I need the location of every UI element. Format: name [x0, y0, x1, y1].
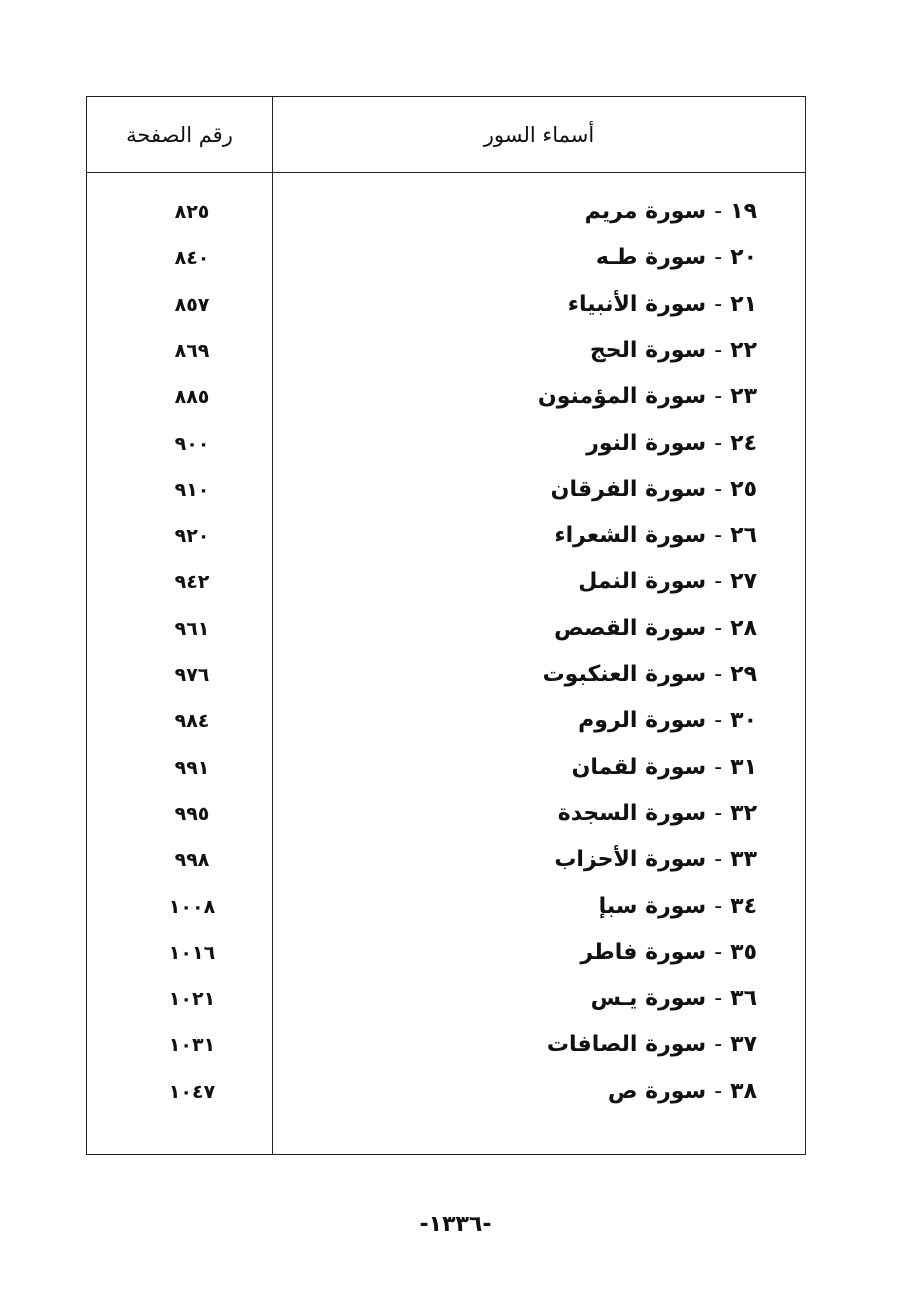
surah-entry [580, 933, 757, 973]
surah-name: سورة الصافات [546, 1032, 707, 1058]
surah-number: ٣٥ [730, 939, 757, 965]
page-number-cell: ١٠٢١ [168, 988, 216, 1011]
surah-entry [543, 655, 757, 695]
separator-dash: - [714, 523, 723, 549]
separator-dash: - [714, 430, 723, 456]
separator-dash: - [714, 800, 723, 826]
surah-entry [551, 470, 757, 510]
surah-entry [554, 840, 757, 880]
separator-dash: - [714, 986, 723, 1012]
surah-name: سورة الأنبياء [567, 291, 707, 317]
surah-entry [599, 887, 757, 927]
surah-number: ١٩ [730, 199, 757, 224]
surah-entry [596, 238, 757, 278]
table-row [87, 794, 805, 834]
surah-entry [572, 748, 757, 788]
surah-name: سورة مريم [584, 199, 707, 224]
surah-name: سورة الروم [578, 708, 707, 734]
surah-number: ٢١ [730, 291, 757, 317]
separator-dash: - [714, 199, 723, 224]
surah-name: سورة الفرقان [550, 476, 707, 502]
surah-number: ٣٨ [730, 1078, 757, 1104]
separator-dash: - [714, 1032, 723, 1058]
table-row [87, 701, 805, 741]
page-number-cell: ٨٦٩ [174, 339, 210, 362]
surah-number: ٢٠ [730, 245, 757, 271]
page-number-cell: ٨٨٥ [174, 386, 210, 409]
surah-number: ٣٢ [730, 800, 757, 826]
table-row [87, 424, 805, 464]
separator-dash: - [714, 939, 723, 965]
table-row [87, 609, 805, 649]
table-row [87, 748, 805, 788]
surah-name: سورة النمل [578, 569, 707, 595]
surah-name: سورة السجدة [557, 800, 707, 826]
page-number-cell: ٩٦١ [174, 617, 210, 640]
page-number-cell: ٩٩٥ [174, 802, 210, 825]
surah-number: ٣٣ [730, 847, 757, 873]
page-number-cell: ٩٧٦ [174, 664, 210, 686]
surah-entry [554, 609, 757, 649]
surah-entry [578, 562, 757, 602]
surah-name: سورة طـه [595, 245, 707, 271]
surah-entry [586, 424, 757, 464]
surah-name: سورة الأحزاب [554, 847, 707, 873]
table-row [87, 470, 805, 510]
page-number-cell: ٨٥٧ [174, 293, 210, 316]
separator-dash: - [714, 754, 723, 780]
surah-name: سورة المؤمنون [537, 384, 707, 410]
surah-name: سورة سبإ [598, 893, 707, 919]
separator-dash: - [714, 1078, 723, 1104]
surah-name: سورة الشعراء [554, 523, 707, 549]
page-number-cell: ١٠٤٧ [168, 1080, 216, 1103]
surah-entry [578, 701, 757, 741]
surah-name: سورة فاطر [580, 939, 707, 965]
page-number-cell: ١٠١٦ [168, 941, 216, 964]
table-row [87, 933, 805, 973]
surah-number: ٢٣ [730, 384, 757, 410]
surah-number: ٢٨ [730, 615, 757, 641]
surah-entry [558, 794, 757, 834]
table-row [87, 655, 805, 695]
surah-number: ٣٠ [730, 708, 757, 734]
table-row [87, 1025, 805, 1065]
separator-dash: - [714, 291, 723, 317]
surah-entry [585, 192, 757, 232]
separator-dash: - [714, 384, 723, 410]
page-number-cell: ٨٤٠ [174, 247, 210, 270]
surah-number: ٣٧ [730, 1032, 757, 1058]
surah-number: ٢٥ [730, 476, 757, 502]
separator-dash: - [714, 337, 723, 363]
table-row [87, 516, 805, 556]
separator-dash: - [714, 569, 723, 595]
surah-number: ٢٩ [730, 662, 757, 687]
table-row [87, 238, 805, 278]
surah-number: ٢٧ [730, 569, 757, 595]
page-number-cell: ١٠٣١ [168, 1034, 216, 1057]
separator-dash: - [714, 893, 723, 919]
surah-entry [590, 331, 757, 371]
surah-name: سورة القصص [554, 615, 707, 641]
separator-dash: - [714, 476, 723, 502]
surah-name: سورة النور [586, 430, 707, 456]
surah-number: ٢٢ [730, 337, 757, 363]
surah-name: سورة لقمان [571, 754, 707, 780]
page-number-cell: ١٠٠٨ [168, 895, 216, 918]
table-row [87, 562, 805, 602]
page-number-cell: ٩٩٨ [174, 849, 210, 872]
surah-name: سورة العنكبوت [542, 662, 707, 687]
surah-name: سورة الحج [589, 337, 707, 363]
separator-dash: - [714, 708, 723, 734]
page-number-cell: ٩٠٠ [174, 432, 210, 455]
page-number-cell: ٩٤٢ [174, 571, 210, 594]
page-number: -١٣٣٦- [419, 1212, 492, 1237]
header-divider [87, 172, 805, 173]
table-row [87, 979, 805, 1019]
surah-entry [554, 516, 757, 556]
surah-entry [608, 1072, 757, 1112]
separator-dash: - [714, 615, 723, 641]
header-surah-names: أسماء السور [483, 123, 595, 147]
table-row [87, 285, 805, 325]
table-row [87, 331, 805, 371]
surah-entry [547, 1025, 757, 1065]
table-row [87, 192, 805, 232]
surah-number: ٢٤ [730, 430, 757, 456]
index-table [86, 96, 806, 1155]
surah-name: سورة يـس [590, 986, 707, 1012]
separator-dash: - [714, 847, 723, 873]
surah-entry [568, 285, 757, 325]
surah-entry [591, 979, 757, 1019]
surah-number: ٣٦ [730, 986, 757, 1012]
page-number-cell: ٩٢٠ [174, 525, 210, 548]
surah-number: ٢٦ [730, 523, 757, 549]
page-number-cell: ٩٩١ [174, 756, 210, 779]
table-row [87, 887, 805, 927]
page-number-cell: ٩٨٤ [174, 710, 210, 733]
surah-entry [538, 377, 757, 417]
page-number-cell: ٨٢٥ [174, 201, 210, 223]
surah-name: سورة ص [607, 1078, 707, 1104]
header-page-numbers: رقم الصفحة [126, 123, 233, 147]
separator-dash: - [714, 245, 723, 271]
surah-number: ٣٤ [730, 893, 757, 919]
separator-dash: - [714, 662, 723, 687]
surah-number: ٣١ [730, 754, 757, 780]
table-row [87, 377, 805, 417]
table-row [87, 1072, 805, 1112]
table-row [87, 840, 805, 880]
page-number-cell: ٩١٠ [174, 478, 210, 501]
